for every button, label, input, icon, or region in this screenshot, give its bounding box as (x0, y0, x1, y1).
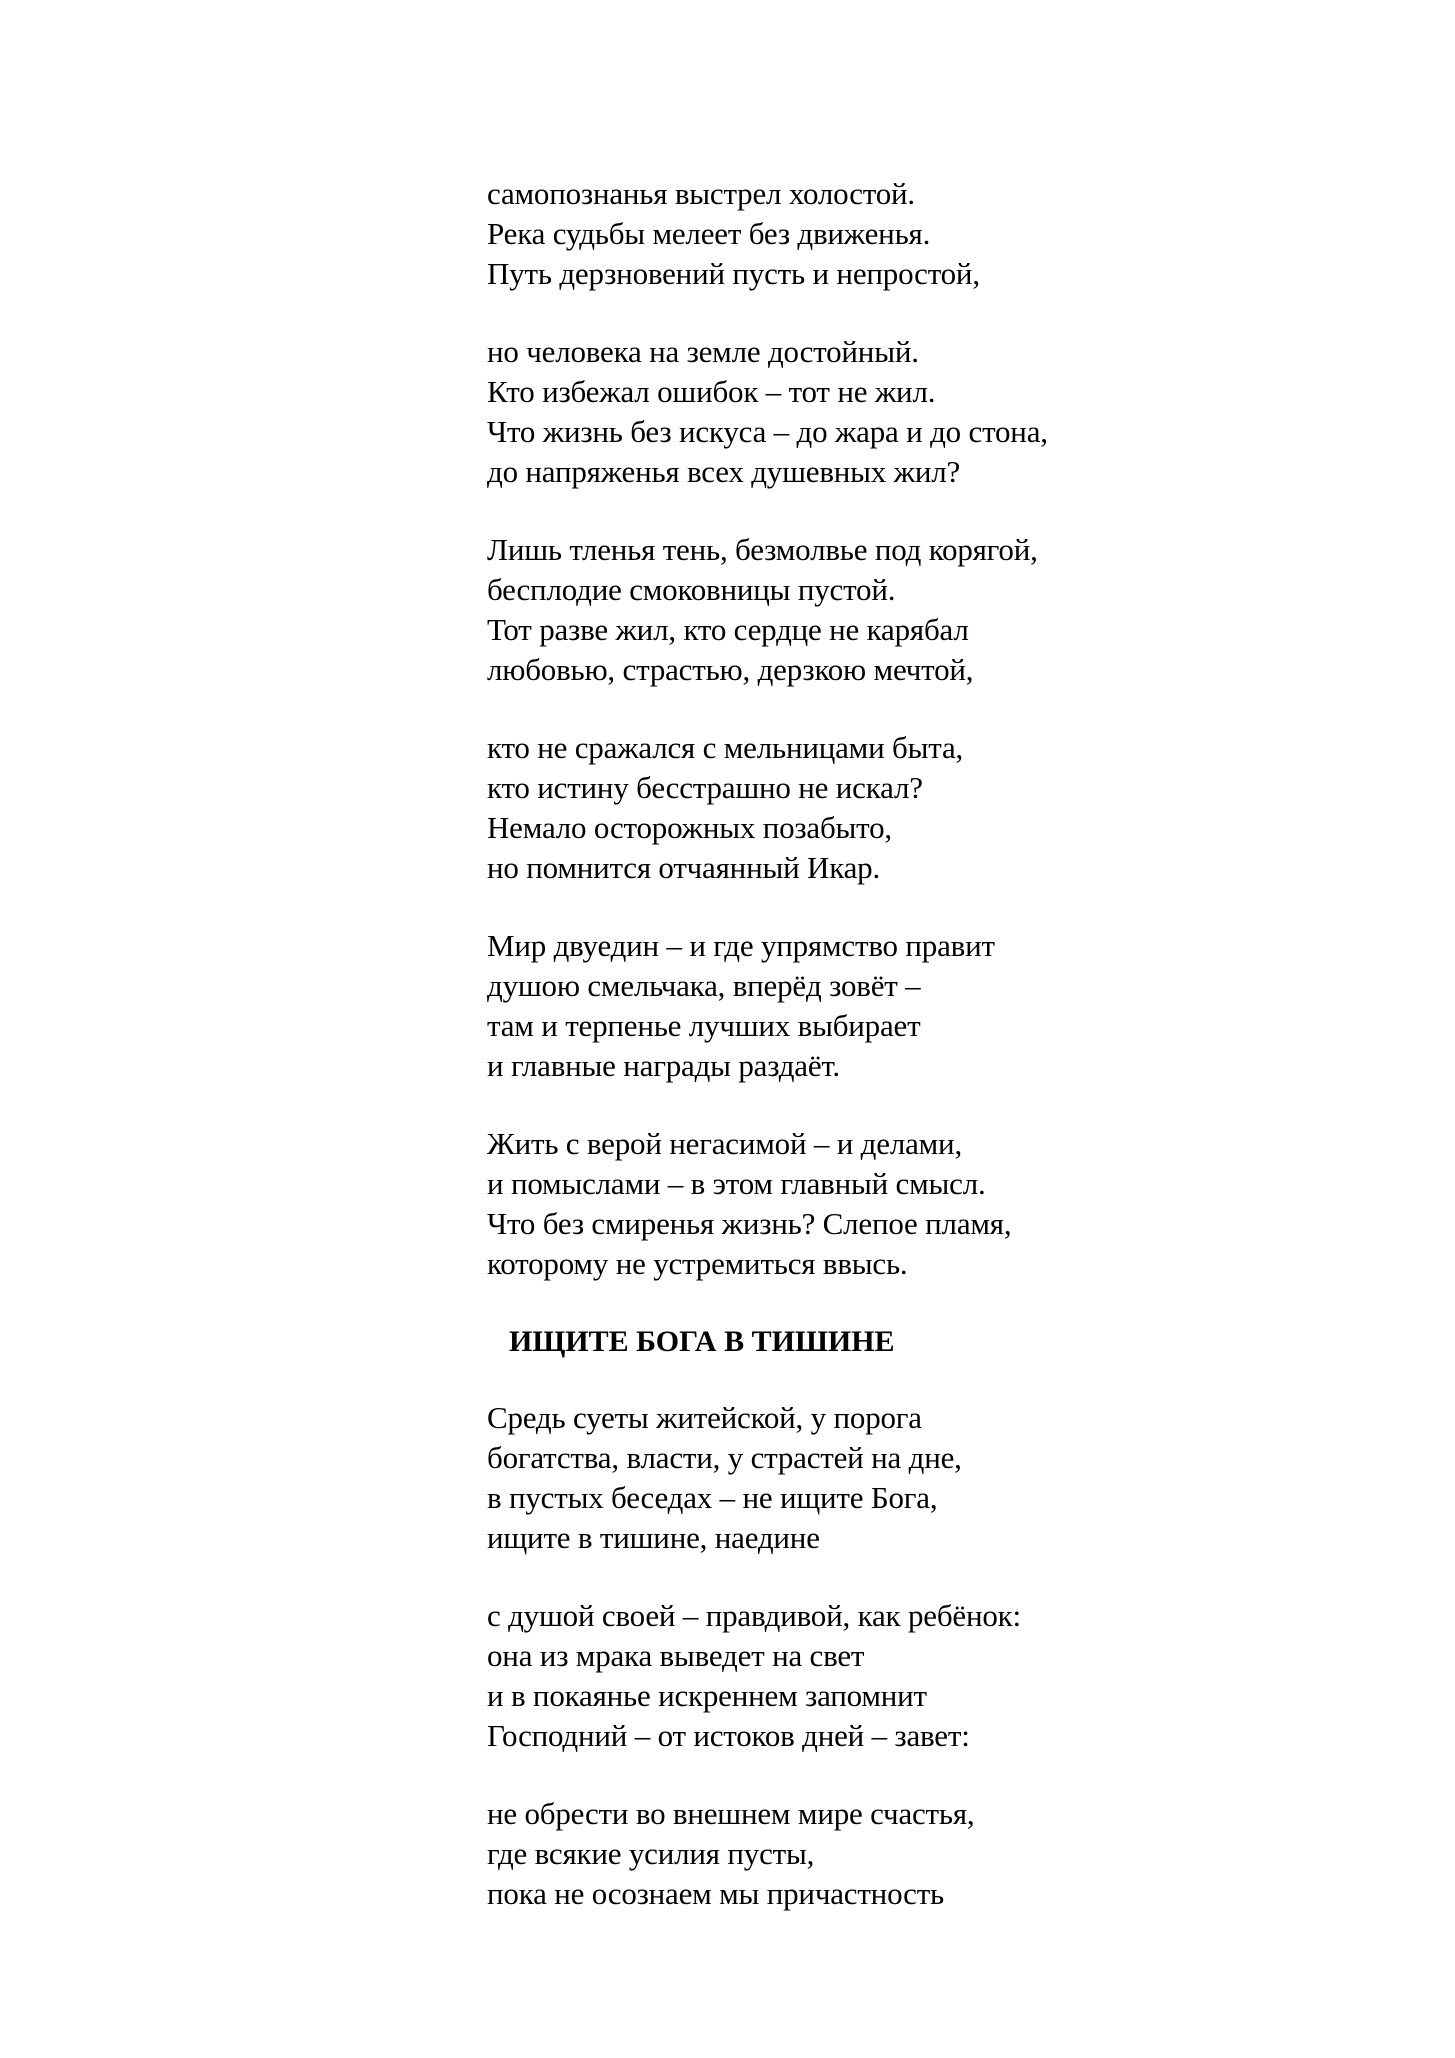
poem-line: Жить с верой негасимой – и делами, (487, 1126, 963, 1161)
poem-line: богатства, власти, у страстей на дне, (487, 1440, 962, 1475)
poem-line: которому не устремиться ввысь. (487, 1246, 908, 1281)
poem-line: ищите в тишине, наедине (487, 1520, 820, 1555)
poem-line: где всякие усилия пусты, (487, 1836, 815, 1871)
poem-line: с душой своей – правдивой, как ребёнок: (487, 1598, 1021, 1633)
poem-line: и в покаянье искреннем запомнит (487, 1678, 927, 1713)
poem-line: кто не сражался с мельницами быта, (487, 730, 964, 765)
poem-line: Что жизнь без искуса – до жара и до стона, (487, 414, 1048, 449)
poem2-stanza-1 (487, 1398, 1387, 1558)
poem-line: самопознанья выстрел холостой. (487, 176, 915, 211)
poem1-stanza-3 (487, 530, 1387, 690)
poem1-stanza-2 (487, 332, 1387, 492)
poem-line: Лишь тленья тень, безмолвье под корягой, (487, 532, 1038, 567)
poem-title: ИЩИТЕ БОГА В ТИШИНЕ (509, 1325, 895, 1358)
poem-line: она из мрака выведет на свет (487, 1638, 865, 1673)
poem-line: там и терпенье лучших выбирает (487, 1008, 921, 1043)
poem-line: Кто избежал ошибок – тот не жил. (487, 374, 936, 409)
poem-line: пока не осознаем мы причастность (487, 1876, 944, 1911)
poem-line: кто истину бесстрашно не искал? (487, 770, 923, 805)
poem-line: Что без смиренья жизнь? Слепое пламя, (487, 1206, 1012, 1241)
poem1-stanza-5 (487, 926, 1387, 1086)
poem-line: Тот разве жил, кто сердце не карябал (487, 612, 969, 647)
poem-line: бесплодие смоковницы пустой. (487, 572, 896, 607)
poem-line: Река судьбы мелеет без движенья. (487, 216, 931, 251)
poem-line: в пустых беседах – не ищите Бога, (487, 1480, 938, 1515)
poem-line: Господний – от истоков дней – завет: (487, 1718, 970, 1753)
poem-line: до напряженья всех душевных жил? (487, 454, 961, 489)
poem-line: Мир двуедин – и где упрямство правит (487, 928, 995, 963)
poem2-stanza-2 (487, 1596, 1387, 1756)
poem-line: не обрести во внешнем мире счастья, (487, 1796, 975, 1831)
document-page (487, 174, 1387, 1952)
poem2-stanza-3 (487, 1794, 1387, 1914)
poem-line: Средь суеты житейской, у порога (487, 1400, 922, 1435)
poem1-stanza-1 (487, 174, 1387, 294)
poem-line: но помнится отчаянный Икар. (487, 850, 881, 885)
poem-line: любовью, страстью, дерзкою мечтой, (487, 652, 974, 687)
poem-line: Немало осторожных позабыто, (487, 810, 892, 845)
poem-line: и главные награды раздаёт. (487, 1048, 840, 1083)
poem-line: душою смельчака, вперёд зовёт – (487, 968, 921, 1003)
poem1-stanza-6 (487, 1124, 1387, 1284)
poem-line: и помыслами – в этом главный смысл. (487, 1166, 986, 1201)
poem-line: но человека на земле достойный. (487, 334, 919, 369)
poem1-stanza-4 (487, 728, 1387, 888)
poem-line: Путь дерзновений пусть и непростой, (487, 256, 980, 291)
